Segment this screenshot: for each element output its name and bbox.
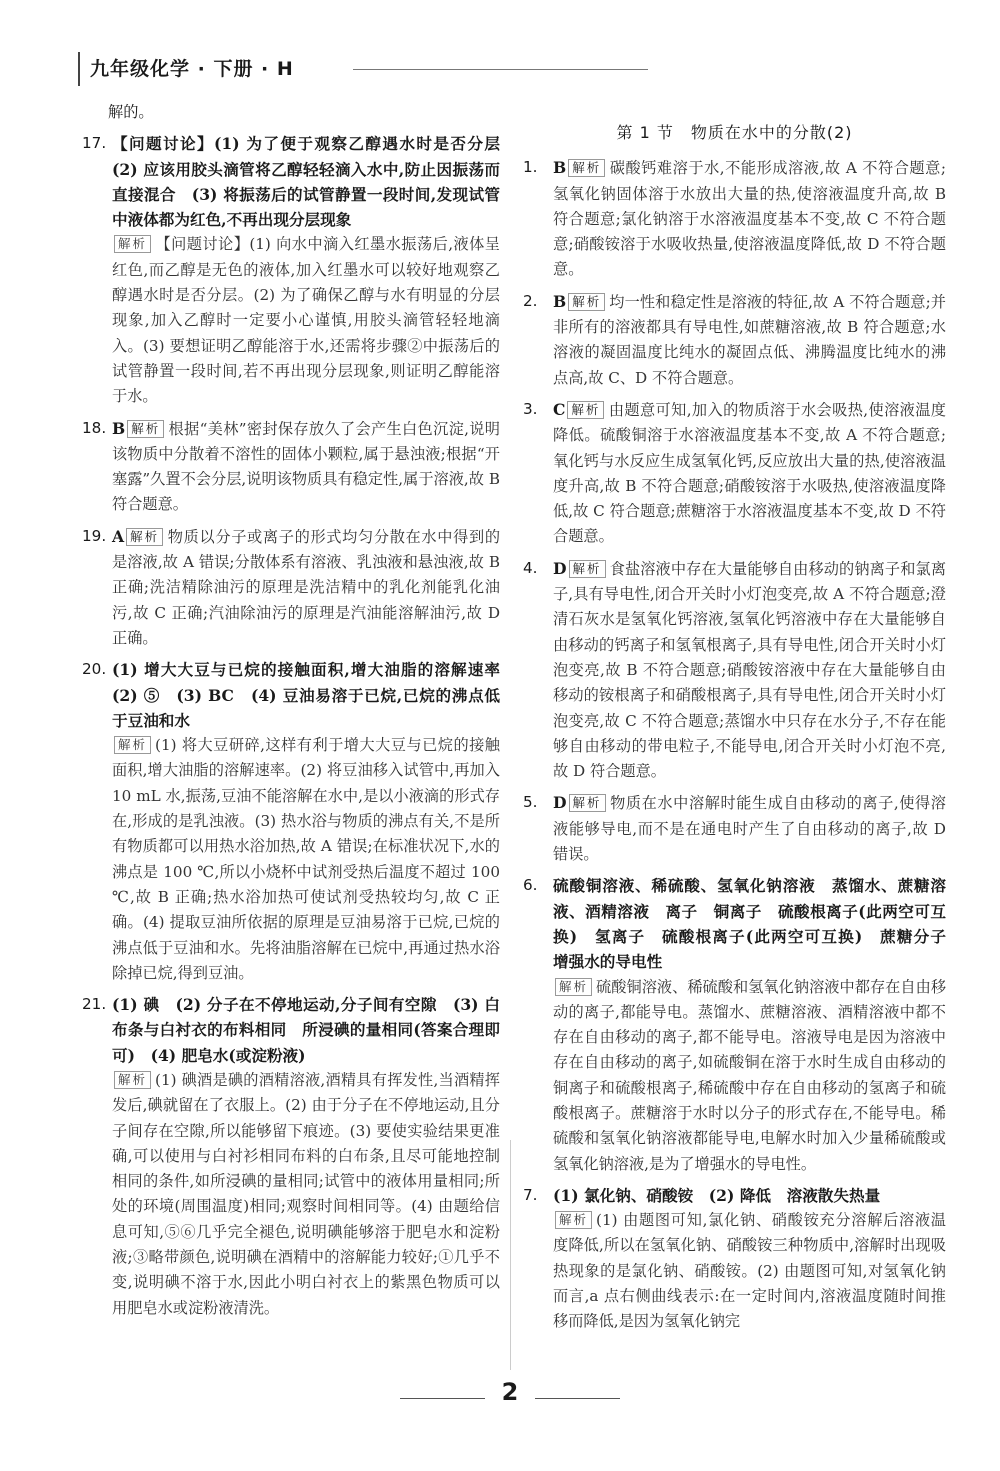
question-1 [523,155,946,282]
question-3 [523,397,946,550]
analysis-tag: 解析 [114,235,151,253]
question-number: 2. [523,291,538,310]
continuation-text [82,100,500,125]
explanation-text: (1) 将大豆研碎,这样有利于增大大豆与已烷的接触面积,增大油脂的溶解速率。(2) 将豆油移入试管中,再加入 10 mL 水,振荡,豆油不能溶解在水中,是以小液滴的形式存在,形成的是乳浊液。(3) 热水浴与物质的沸点有关,不是所有物质都可以用热水浴加热,故 A 错误;在标准状况下,水的沸点是 100 ℃,所以小烧杯中试剂受热后温度不超过 100 ℃,故 B 正确;热水浴加热可使试剂受热较均匀,故 C 正确。(4) 提取豆油所依据的原理是豆油易溶于已烷,已烷的沸点低于豆油和水。先将油脂溶解在已烷中,再通过热水浴除掉已烷,得到豆油。 [112,736,500,982]
analysis-tag: 解析 [114,1071,151,1089]
explanation-text: 根据“美林”密封保存放久了会产生白色沉淀,说明该物质中分散着不溶性的固体小颗粒,属于悬浊液;根据“开塞露”久置不会分层,说明该物质具有稳定性,属于溶液,故 B 符合题意。 [112,419,500,514]
explanation-text: 由题意可知,加入的物质溶于水会吸热,使溶液温度降低。硫酸铜溶于水溶液温度基本不变,故 A 不符合题意;氧化钙与水反应生成氢氧化钙,反应放出大量的热,使溶液温度升高,故 B 不符合题意;硝酸铵溶于水吸热,使溶液温度降低,故 C 符合题意;蔗糖溶于水溶液温度基本不变,故 D 不符合题意。 [553,400,946,546]
left-column [82,100,516,1327]
footer-rule-right [535,1398,620,1399]
question-20 [82,657,516,986]
explanation [112,1068,500,1321]
analysis-tag: 解析 [114,736,151,754]
explanation-text: 食盐溶液中存在大量能够自由移动的钠离子和氯离子,具有导电性,闭合开关时小灯泡变亮,故 A 不符合题意;澄清石灰水是氢氧化钙溶液,氢氧化钙溶液中存在大量能够自由移动的钙离子和氢氧根离子,具有导电性,闭合开关时小灯泡变亮,故 B 不符合题意;硝酸铵溶液中存在大量能够自由移动的铵根离子和硝酸根离子,具有导电性,闭合开关时小灯泡变亮,故 C 不符合题意;蒸馏水中只存在水分子,不存在能够自由移动的带电粒子,不能导电,闭合开关时小灯泡不亮,故 D 符合题意。 [553,559,946,781]
analysis-tag: 解析 [569,560,606,578]
question-number: 5. [523,793,538,812]
answer-text: 【问题讨论】(1) 为了便于观察乙醇遇水时是否分层 (2) 应该用胶头滴管将乙醇轻轻滴入水中,防止因振荡而直接混合 (3) 将振荡后的试管静置一段时间,发现试管中液体都为红色,不再出现分层现象 [112,134,516,230]
header-bracket [78,52,85,86]
answer-choice: D [553,558,567,578]
explanation-text: (1) 碘酒是碘的酒精溶液,酒精具有挥发性,当酒精挥发后,碘就留在了衣服上。(2) 由于分子在不停地运动,且分子间存在空隙,所以能够留下痕迹。(3) 要使实验结果更准确,可以使用与白衬衫相同布料的白布条,且尽可能地控制相同的条件,如所浸碘的量相同;试管中的液体用量相同;所处的环境(周围温度)相同;观察时间相同等。(4) 由题给信息可知,⑤⑥几乎完全褪色,说明碘能够溶于肥皂水和淀粉液;③略带颜色,说明碘在酒精中的溶解能力较好;①几乎不变,说明碘不溶于水,因此小明白衬衣上的紫黑色物质可以用肥皂水或淀粉液清洗。 [112,1070,500,1317]
answer-choice: A [112,526,125,546]
question-18 [82,416,500,518]
explanation-text: (1) 由题图可知,氯化钠、硝酸铵充分溶解后溶液温度降低,所以在氢氧化钠、硝酸铵三种物质中,溶解时出现吸热现象的是氯化钠、硝酸铵。(2) 由题图可知,对氢氧化钠而言,a 点右侧曲线表示:在一定时间内,溶液温度随时间推移而降低,是因为氢氧化钠完 [553,1211,946,1331]
question-5 [523,790,946,867]
explanation [553,975,946,1177]
question-2 [523,289,946,391]
analysis-tag: 解析 [555,1211,592,1229]
analysis-tag: 解析 [126,528,163,546]
question-17 [82,131,516,409]
question-21 [82,992,500,1321]
analysis-tag: 解析 [127,420,164,438]
question-number: 1. [523,158,538,177]
question-4 [523,556,946,785]
question-number: 6. [523,876,538,895]
page-header [78,52,650,92]
analysis-tag: 解析 [569,794,606,812]
explanation-text: 物质在水中溶解时能生成自由移动的离子,使得溶液能够导电,而不是在通电时产生了自由移动的离子,故 D 错误。 [553,794,946,864]
question-number: 19. [82,526,107,545]
question-number: 7. [523,1185,538,1204]
question-number: 21. [82,995,107,1014]
explanation [112,733,500,986]
answer-choice: B [553,158,567,178]
page-footer [0,1378,1000,1418]
answer-choice: B [112,418,126,438]
watermark-logo [822,1415,982,1465]
answer-choice: D [553,793,567,813]
explanation-text: 硫酸铜溶液、稀硫酸和氢氧化钠溶液中都存在自由移动的离子,都能导电。蒸馏水、蔗糖溶液、酒精溶液中都不存在自由移动的离子,都不能导电。溶液导电是因为溶液中存在自由移动的离子,如硫酸铜在溶于水时生成自由移动的铜离子和硫酸根离子,稀硫酸中存在自由移动的氢离子和硫酸根离子。蔗糖溶于水时以分子的形式存在,不能导电。稀硫酸和氢氧化钠溶液都能导电,电解水时加入少量稀硫酸或氢氧化钠溶液,是为了增强水的导电性。 [553,977,946,1173]
question-7 [523,1183,946,1335]
question-19 [82,524,500,651]
explanation [112,232,500,409]
answer-text: (1) 氯化钠、硝酸铵 (2) 降低 溶液散失热量 [553,1185,881,1205]
explanation-text: 【问题讨论】(1) 向水中滴入红墨水振荡后,液体呈红色,而乙醇是无色的液体,加入红墨水可以较好地观察乙醇遇水时是否分层。(2) 为了确保乙醇与水有明显的分层现象,加入乙醇时一定要小心谨慎,用胶头滴管轻轻地滴入。(3) 要想证明乙醇能溶于水,还需将步骤②中振荡后的试管静置一段时间,若不再出现分层现象,则证明乙醇能溶于水。 [112,235,500,406]
question-number: 20. [82,660,107,679]
explanation-text: 均一性和稳定性是溶液的特征,故 A 不符合题意;并非所有的溶液都具有导电性,如蔗糖溶液,故 B 符合题意;水溶液的凝固温度比纯水的凝固点低、沸腾温度比纯水的沸点高,故 C、D 不符合题意。 [553,292,946,387]
explanation [553,1208,946,1334]
analysis-tag: 解析 [555,978,592,996]
explanation-text: 物质以分子或离子的形式均匀分散在水中得到的是溶液,故 A 错误;分散体系有溶液、乳浊液和悬浊液,故 B 正确;洗洁精除油污的原理是洗洁精中的乳化剂能乳化油污,故 C 正确;汽油除油污的原理是汽油能溶解油污,故 D 正确。 [112,527,500,647]
answer-choice: C [553,399,566,419]
question-6 [523,873,962,1177]
question-number: 4. [523,558,538,577]
header-rule [353,69,648,70]
explanation-text: 碳酸钙难溶于水,不能形成溶液,故 A 不符合题意;氢氧化钠固体溶于水放出大量的热,使溶液温度升高,故 B 符合题意;氯化钠溶于水溶液温度基本不变,故 C 不符合题意;硝酸铵溶于水吸收热量,使溶液温度降低,故 D 不符合题意。 [553,159,946,279]
question-number: 17. [82,134,107,153]
column-divider [510,1140,511,1370]
answer-text: 硫酸铜溶液、稀硫酸、氢氧化钠溶液 蒸馏水、蔗糖溶液、酒精溶液 离子 铜离子 硫酸根离子(此两空可互换) 氢离子 硫酸根离子(此两空可互换) 蔗糖分子 增强水的导电性 [553,876,962,972]
continuation-line: 解的。 [108,103,154,121]
answer-text: (1) 增大大豆与已烷的接触面积,增大油脂的溶解速率 (2) ⑤ (3) BC (4) 豆油易溶于已烷,已烷的沸点低于豆油和水 [112,660,516,730]
answer-text: (1) 碘 (2) 分子在不停地运动,分子间有空隙 (3) 白布条与白衬衣的布料相同 所浸碘的量相同(答案合理即可) (4) 肥皂水(或淀粉液) [112,995,500,1065]
analysis-tag: 解析 [567,401,604,419]
question-number: 3. [523,399,538,418]
answer-choice: B [553,291,567,311]
analysis-tag: 解析 [568,293,605,311]
page-number: 2 [501,1378,519,1406]
question-number: 18. [82,418,107,437]
right-column [523,100,962,1341]
section-title: 第 1 节 物质在水中的分散(2) [616,123,853,142]
analysis-tag: 解析 [568,159,605,177]
footer-rule-left [400,1398,485,1399]
header-title: 九年级化学 · 下册 · H [90,58,294,80]
